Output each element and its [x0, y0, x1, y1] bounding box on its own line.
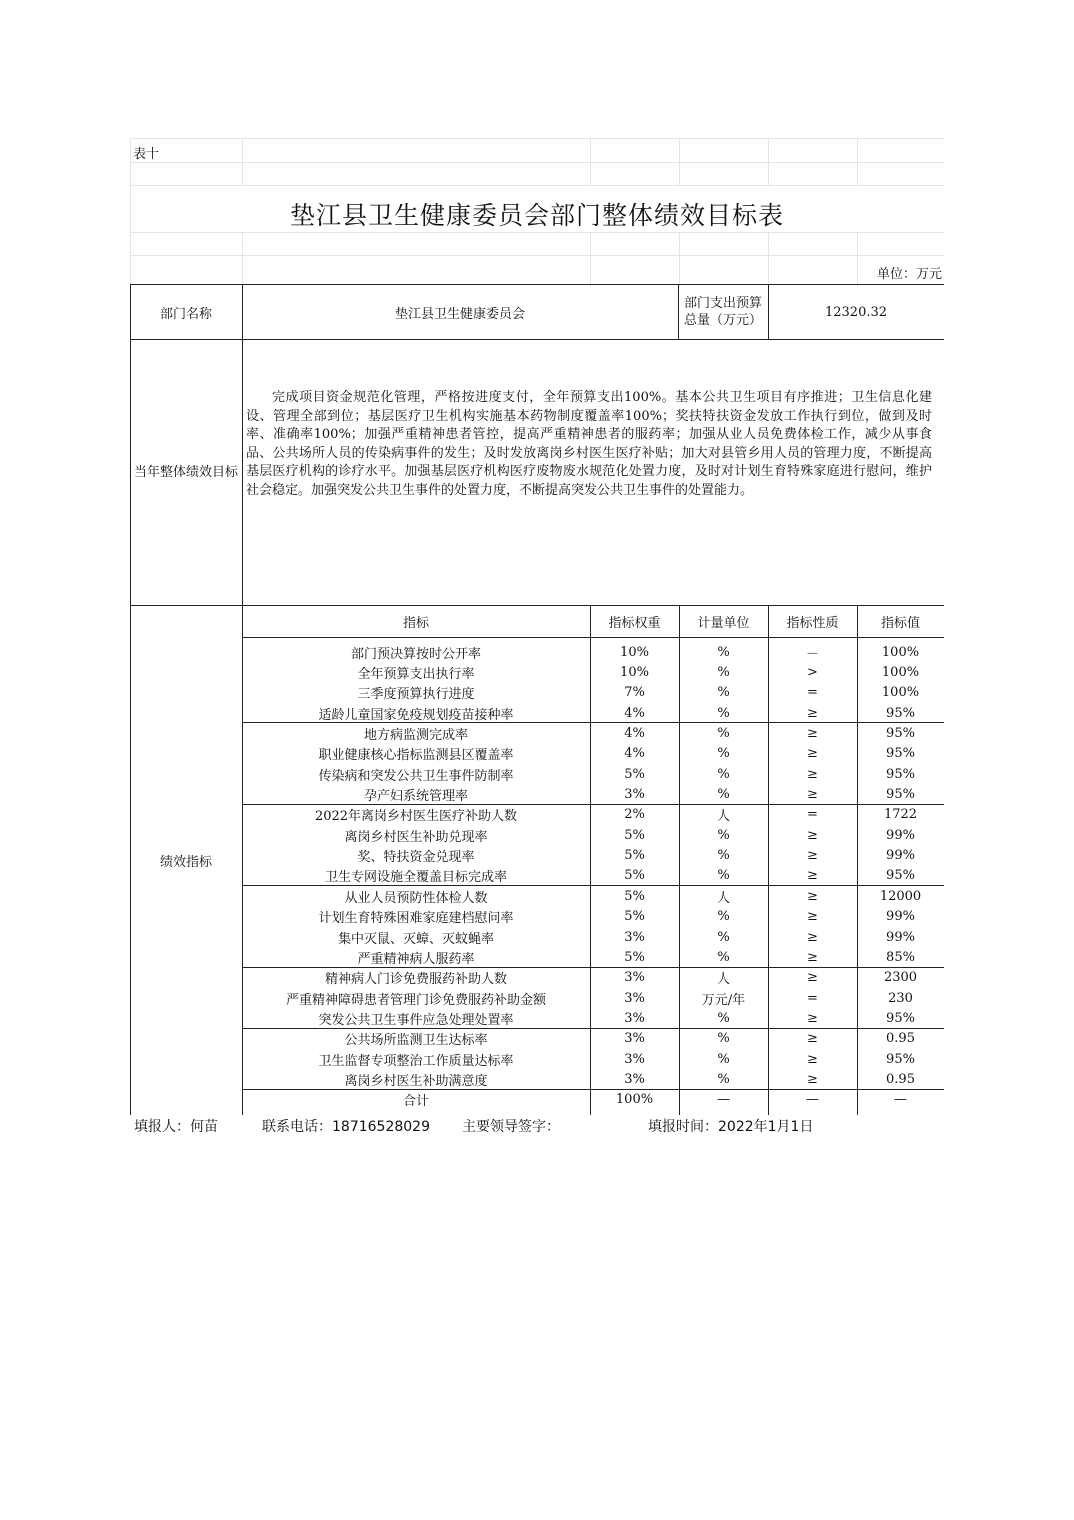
- indicator-value: 2300: [883, 970, 918, 986]
- table-row: [242, 723, 944, 743]
- indicator-weight: 4%: [624, 746, 645, 762]
- indicator-nature: >: [807, 664, 818, 680]
- indicator-weight: 3%: [624, 1010, 645, 1026]
- table-row: [242, 1090, 944, 1110]
- table-row: [242, 846, 944, 866]
- indicator-unit: 人: [716, 809, 730, 825]
- indicator-value: 99%: [886, 827, 915, 843]
- indicator-weight: 5%: [624, 848, 645, 864]
- indicator-unit: %: [717, 644, 730, 660]
- indicator-name: 计划生育特殊困难家庭建档慰问率: [318, 911, 514, 927]
- indicator-nature: ≥: [807, 888, 818, 904]
- indicator-unit: %: [717, 909, 730, 925]
- contact-phone: 联系电话：18716528029: [262, 1119, 430, 1135]
- indicator-weight: 3%: [624, 787, 645, 803]
- form-footer: [130, 1116, 944, 1136]
- indicator-name: 传染病和突发公共卫生事件防制率: [318, 768, 514, 784]
- indicator-nature: ≥: [807, 1010, 818, 1026]
- indicator-name: 卫生监督专项整治工作质量达标率: [318, 1053, 514, 1069]
- table-row: [242, 1049, 944, 1069]
- indicator-weight: 3%: [624, 1051, 645, 1067]
- indicator-nature: ≥: [807, 746, 818, 762]
- indicator-weight: 5%: [624, 909, 645, 925]
- indicator-value: 95%: [886, 766, 915, 782]
- table-row: [242, 968, 944, 988]
- indicator-value: 0.95: [886, 1071, 915, 1087]
- indicator-nature: ≥: [807, 848, 818, 864]
- indicator-name: 孕产妇系统管理率: [363, 789, 468, 805]
- indicator-unit: %: [717, 766, 730, 782]
- indicator-name: 全年预算支出执行率: [357, 666, 475, 682]
- indicator-value: 1722: [883, 807, 918, 823]
- header-indicator: 指标: [402, 615, 429, 631]
- indicator-unit: %: [717, 705, 730, 721]
- indicator-value: 100%: [881, 685, 920, 701]
- indicator-header-row: [242, 611, 944, 631]
- indicator-unit: %: [717, 949, 730, 965]
- indicator-name: 严重精神障碍患者管理门诊免费服药补助金额: [285, 992, 546, 1008]
- indicator-unit: 人: [716, 890, 730, 906]
- header-unit: 计量单位: [697, 615, 750, 631]
- indicator-nature: —: [806, 1092, 819, 1108]
- leader-signature-label: 主要领导签字：: [462, 1119, 560, 1135]
- table-row: [242, 1069, 944, 1089]
- indicator-value: 85%: [886, 949, 915, 965]
- dept-name-label: 部门名称: [159, 306, 212, 322]
- indicator-name: 三季度预算执行进度: [357, 687, 475, 703]
- header-nature: 指标性质: [786, 615, 839, 631]
- indicator-name: 合计: [402, 1094, 429, 1110]
- budget-total-label: 部门支出预算总量（万元）: [683, 296, 762, 328]
- table-row: [242, 907, 944, 927]
- indicators-label: 绩效指标: [159, 854, 212, 870]
- indicator-name: 2022年离岗乡村医生医疗补助人数: [314, 809, 518, 825]
- indicator-name: 奖、特扶资金兑现率: [357, 850, 475, 866]
- indicator-name: 地方病监测完成率: [363, 728, 468, 744]
- indicator-nature: ≥: [807, 787, 818, 803]
- table-row: [242, 886, 944, 906]
- indicator-unit: —: [717, 1092, 730, 1108]
- indicator-weight: 3%: [624, 1071, 645, 1087]
- indicator-unit: %: [717, 929, 730, 945]
- indicator-name: 公共场所监测卫生达标率: [344, 1033, 488, 1049]
- filler-name: 填报人：何苗: [134, 1119, 218, 1135]
- indicator-weight: 5%: [624, 949, 645, 965]
- indicator-name: 卫生专网设施全覆盖目标完成率: [324, 870, 507, 886]
- indicator-weight: 4%: [624, 705, 645, 721]
- indicator-weight: 4%: [624, 726, 645, 742]
- indicator-unit: 人: [716, 972, 730, 988]
- indicator-unit: %: [717, 726, 730, 742]
- unit-label: 单位：万元: [876, 267, 942, 282]
- indicator-nature: ≥: [807, 1051, 818, 1067]
- table-row: [242, 927, 944, 947]
- table-row: [242, 662, 944, 682]
- indicator-value: 99%: [886, 909, 915, 925]
- target-table: [130, 284, 944, 1110]
- indicator-unit: %: [717, 685, 730, 701]
- indicator-weight: 3%: [624, 1031, 645, 1047]
- indicator-weight: 10%: [620, 644, 649, 660]
- indicator-value: 99%: [886, 929, 915, 945]
- indicator-name: 适龄儿童国家免疫规划疫苗接种率: [318, 707, 514, 723]
- table-row: [242, 866, 944, 886]
- indicator-nature: －: [805, 646, 819, 662]
- indicator-value: 95%: [886, 787, 915, 803]
- indicator-unit: %: [717, 1031, 730, 1047]
- indicator-weight: 7%: [624, 685, 645, 701]
- table-row: [242, 1008, 944, 1028]
- indicator-nature: ≥: [807, 726, 818, 742]
- indicator-name: 精神病人门诊免费服药补助人数: [324, 972, 507, 988]
- annual-goal-label: 当年整体绩效目标: [133, 464, 238, 480]
- indicator-value: 100%: [881, 644, 920, 660]
- indicator-name: 部门预决算按时公开率: [350, 646, 481, 662]
- table-row: [242, 683, 944, 703]
- header-value: 指标值: [880, 615, 920, 631]
- indicator-value: 12000: [879, 888, 922, 904]
- table-row: [242, 764, 944, 784]
- table-row: [242, 642, 944, 662]
- indicator-value: 95%: [886, 746, 915, 762]
- indicator-nature: ≥: [807, 1031, 818, 1047]
- indicator-nature: =: [807, 990, 818, 1006]
- indicator-value: 230: [888, 990, 913, 1006]
- indicator-nature: ≥: [807, 705, 818, 721]
- indicator-unit: %: [717, 787, 730, 803]
- indicator-unit: %: [717, 848, 730, 864]
- indicator-weight: 5%: [624, 888, 645, 904]
- indicator-name: 从业人员预防性体检人数: [344, 890, 488, 906]
- fill-date: 填报时间：2022年1月1日: [648, 1119, 814, 1135]
- indicator-unit: %: [717, 1051, 730, 1067]
- indicator-name: 离岗乡村医生补助满意度: [344, 1073, 488, 1089]
- indicator-unit: %: [717, 827, 730, 843]
- indicator-weight: 3%: [624, 990, 645, 1006]
- table-row: [242, 744, 944, 764]
- page-title: 垫江县卫生健康委员会部门整体绩效目标表: [289, 201, 784, 230]
- table-row: [242, 805, 944, 825]
- table-row: [242, 1029, 944, 1049]
- indicator-weight: 100%: [615, 1092, 654, 1108]
- dept-name-value: 垫江县卫生健康委员会: [394, 306, 525, 322]
- indicator-unit: %: [717, 1071, 730, 1087]
- indicator-value: 95%: [886, 726, 915, 742]
- indicator-name: 职业健康核心指标监测县区覆盖率: [318, 748, 514, 764]
- annual-goal-text: 完成项目资金规范化管理，严格按进度支付，全年预算支出100%。基本公共卫生项目有序推进；卫生信息化建设、管理全部到位；基层医疗卫生机构实施基本药物制度覆盖率100%；奖扶特扶资金发放工作执行到位，做到及时率、准确率100%；加强严重精神患者管控，提高严重精神患者的服药率；加强从业人员免费体检工作，减少从事食品、公共场所人员的传染病事件的发生；及时发放离岗乡村医生医疗补贴；加大对县管乡用人员的管理力度，不断提高基层医疗机构的诊疗水平。加强基层医疗机构医疗废物废水规范化处置力度，及时对计划生育特殊家庭进行慰问，维护社会稳定。加强突发公共卫生事件的处置力度，不断提高突发公共卫生事件的处置能力。: [246, 390, 932, 498]
- indicator-weight: 10%: [620, 664, 649, 680]
- indicator-weight: 5%: [624, 766, 645, 782]
- indicator-name: 突发公共卫生事件应急处理处置率: [318, 1012, 514, 1028]
- indicator-unit: %: [717, 664, 730, 680]
- indicator-name: 集中灭鼠、灭蟑、灭蚊蝇率: [337, 931, 494, 947]
- header-weight: 指标权重: [608, 615, 661, 631]
- indicator-value: 95%: [886, 868, 915, 884]
- indicator-value: 95%: [886, 1010, 915, 1026]
- indicator-unit: %: [717, 868, 730, 884]
- indicator-nature: ≥: [807, 949, 818, 965]
- indicator-nature: ≥: [807, 868, 818, 884]
- indicator-weight: 5%: [624, 868, 645, 884]
- indicator-nature: ≥: [807, 827, 818, 843]
- budget-total-value: 12320.32: [824, 304, 888, 320]
- sheet-label: 表十: [133, 147, 160, 162]
- table-row: [242, 988, 944, 1008]
- indicator-value: 95%: [886, 705, 915, 721]
- table-row: [242, 825, 944, 845]
- indicator-value: —: [894, 1092, 907, 1108]
- indicator-weight: 3%: [624, 970, 645, 986]
- indicator-value: 99%: [886, 848, 915, 864]
- indicator-weight: 2%: [624, 807, 645, 823]
- table-row: [242, 703, 944, 723]
- indicator-unit: 万元/年: [701, 992, 746, 1008]
- indicator-nature: ≥: [807, 970, 818, 986]
- indicator-unit: %: [717, 746, 730, 762]
- indicator-name: 严重精神病人服药率: [357, 951, 475, 967]
- indicator-nature: ≥: [807, 1071, 818, 1087]
- indicator-nature: =: [807, 685, 818, 701]
- indicator-name: 离岗乡村医生补助兑现率: [344, 829, 488, 845]
- indicator-nature: ≥: [807, 766, 818, 782]
- indicator-unit: %: [717, 1010, 730, 1026]
- indicator-nature: ≥: [807, 909, 818, 925]
- indicator-value: 0.95: [886, 1031, 915, 1047]
- indicator-weight: 5%: [624, 827, 645, 843]
- table-row: [242, 947, 944, 967]
- indicator-nature: ≥: [807, 929, 818, 945]
- indicator-value: 95%: [886, 1051, 915, 1067]
- indicator-weight: 3%: [624, 929, 645, 945]
- indicator-value: 100%: [881, 664, 920, 680]
- table-row: [242, 784, 944, 804]
- indicator-nature: =: [807, 807, 818, 823]
